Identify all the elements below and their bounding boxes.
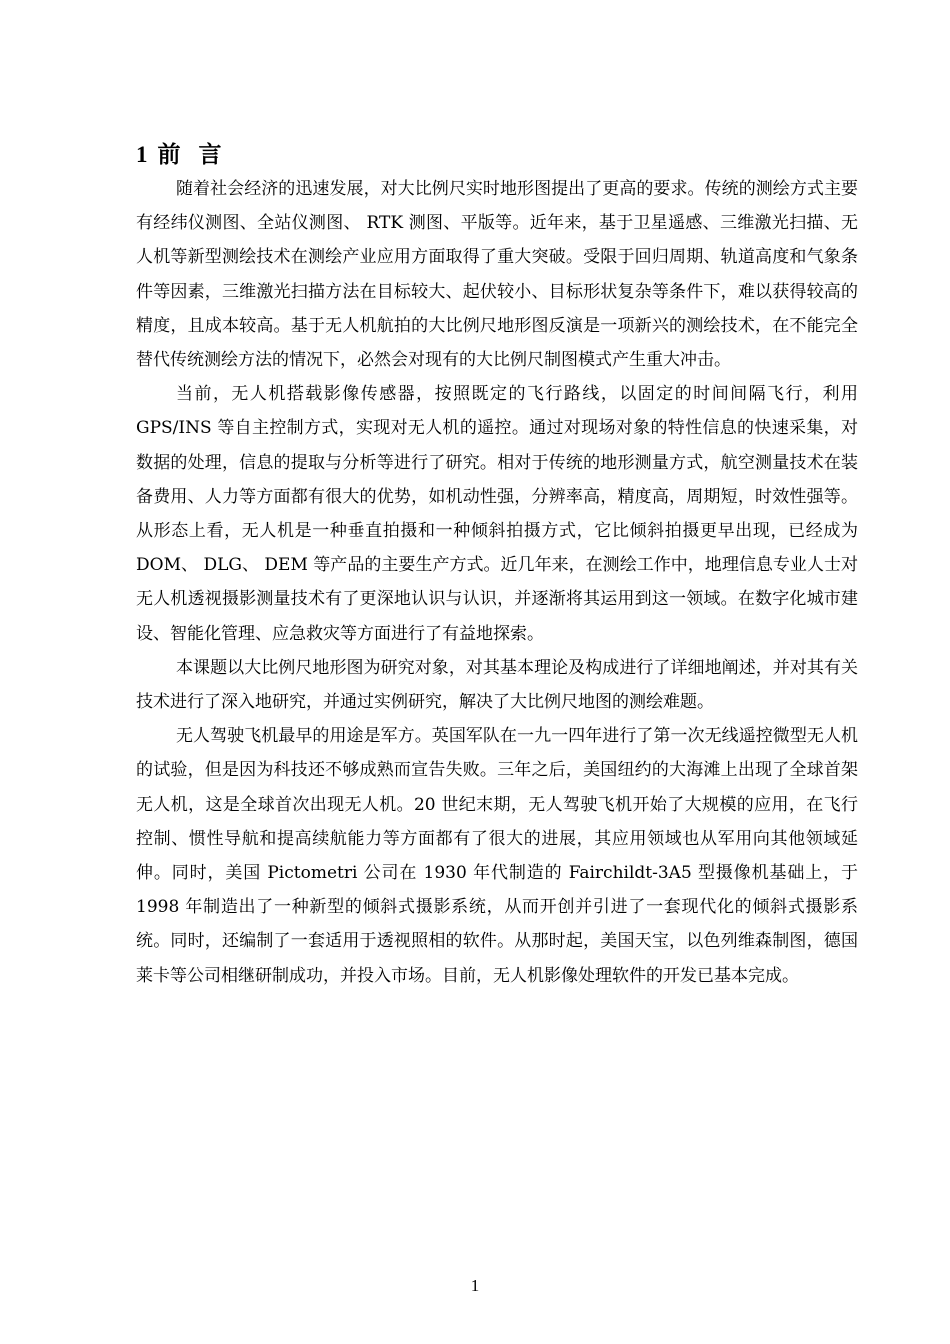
- section-heading: [136, 140, 240, 170]
- paragraph-4: 无人驾驶飞机最早的用途是军方。英国军队在一九一四年进行了第一次无线遥控微型无人机的试验，但是因为科技还不够成熟而宣告失败。三年之后，美国纽约的大海滩上出现了全球首架无人机，这是全球首次出现无人机。20 世纪末期，无人驾驶飞机开始了大规模的应用，在飞行控制、惯性导航和提高续航能力等方面都有了很大的进展，其应用领域也从军用向其他领域延伸。同时，美国 Pictometri 公司在 1930 年代制造的 Fairchildt-3A5 型摄像机基础上，于 1998 年制造出了一种新型的倾斜式摄影系统，从而开创并引进了一套现代化的倾斜式摄影系统。同时，还编制了一套适用于透视照相的软件。从那时起，美国天宝，以色列维森制图，德国莱卡等公司相继研制成功，并投入市场。目前，无人机影像处理软件的开发已基本完成。: [136, 726, 858, 986]
- paragraph-1: 随着社会经济的迅速发展，对大比例尺实时地形图提出了更高的要求。传统的测绘方式主要有经纬仪测图、全站仪测图、 RTK 测图、平版等。近年来，基于卫星遥感、三维激光扫描、无人机等新型测绘技术在测绘产业应用方面取得了重大突破。受限于回归周期、轨道高度和气象条件等因素，三维激光扫描方法在目标较大、起伏较小、目标形状复杂等条件下，难以获得较高的精度，且成本较高。基于无人机航拍的大比例尺地形图反演是一项新兴的测绘技术，在不能完全替代传统测绘方法的情况下，必然会对现有的大比例尺制图模式产生重大冲击。: [136, 179, 858, 371]
- section-number: 1: [136, 142, 148, 167]
- paragraph-2: 当前，无人机搭载影像传感器，按照既定的飞行路线，以固定的时间间隔飞行，利用 GPS/INS 等自主控制方式，实现对无人机的遥控。通过对现场对象的特性信息的快速采集，对数据的处理，信息的提取与分析等进行了研究。相对于传统的地形测量方式，航空测量技术在装备费用、人力等方面都有很大的优势，如机动性强，分辨率高，精度高，周期短，时效性强等。从形态上看，无人机是一种垂直拍摄和一种倾斜拍摄方式，它比倾斜拍摄更早出现，已经成为 DOM、 DLG、 DEM 等产品的主要生产方式。近几年来，在测绘工作中，地理信息专业人士对无人机透视摄影测量技术有了更深地认识与认识，并逐渐将其运用到这一领域。在数字化城市建设、智能化管理、应急救灾等方面进行了有益地探索。: [136, 384, 858, 644]
- section-title: 前言: [157, 142, 240, 167]
- page-number: 1: [470, 1276, 480, 1295]
- paragraph-3: 本课题以大比例尺地形图为研究对象，对其基本理论及构成进行了详细地阐述，并对其有关技术进行了深入地研究，并通过实例研究，解决了大比例尺地图的测绘难题。: [136, 657, 858, 713]
- body-text: [136, 172, 858, 993]
